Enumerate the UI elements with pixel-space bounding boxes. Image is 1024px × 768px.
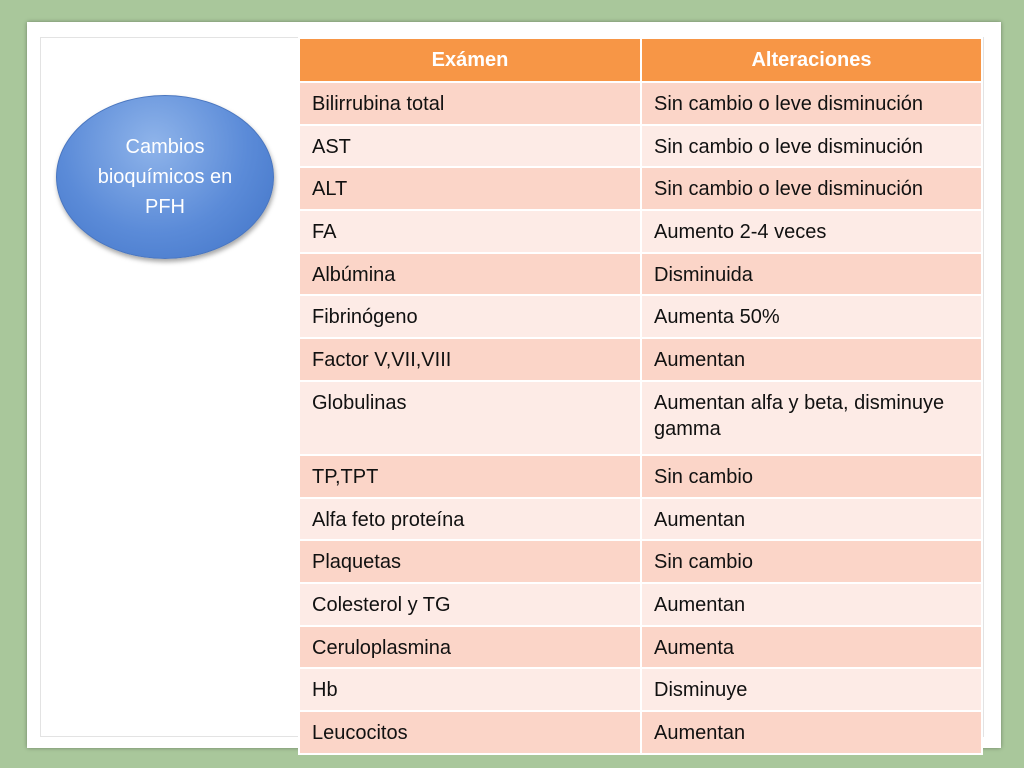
alteration-cell: Sin cambio o leve disminución	[641, 167, 982, 210]
alteration-cell: Disminuida	[641, 253, 982, 296]
table-header-row	[299, 38, 982, 82]
alteration-cell: Sin cambio	[641, 540, 982, 583]
table-row	[299, 498, 982, 541]
exam-cell: FA	[299, 210, 641, 253]
table-row	[299, 125, 982, 168]
column-header-alterations: Alteraciones	[641, 38, 982, 82]
alteration-cell: Aumenta	[641, 626, 982, 669]
exam-cell: AST	[299, 125, 641, 168]
exam-cell: Fibrinógeno	[299, 295, 641, 338]
exam-cell: Plaquetas	[299, 540, 641, 583]
column-header-exam: Exámen	[299, 38, 641, 82]
alteration-cell: Sin cambio o leve disminución	[641, 82, 982, 125]
exam-cell: Colesterol y TG	[299, 583, 641, 626]
alteration-cell: Aumentan	[641, 498, 982, 541]
alteration-cell: Sin cambio	[641, 455, 982, 498]
exam-cell: ALT	[299, 167, 641, 210]
alteration-cell: Disminuye	[641, 668, 982, 711]
biochemical-changes-table	[298, 37, 983, 755]
topic-oval-label: Cambios bioquímicos en PFH	[97, 136, 233, 218]
exam-cell: Hb	[299, 668, 641, 711]
exam-cell: Albúmina	[299, 253, 641, 296]
alteration-cell: Aumentan	[641, 711, 982, 754]
exam-cell: Factor V,VII,VIII	[299, 338, 641, 381]
alteration-cell: Sin cambio o leve disminución	[641, 125, 982, 168]
table-row	[299, 381, 982, 455]
exam-cell: Globulinas	[299, 381, 641, 455]
alteration-cell: Aumentan alfa y beta, disminuye gamma	[641, 381, 982, 455]
table-row	[299, 540, 982, 583]
table-row	[299, 583, 982, 626]
table-row	[299, 295, 982, 338]
alteration-cell: Aumenta 50%	[641, 295, 982, 338]
alteration-cell: Aumentan	[641, 338, 982, 381]
table-row	[299, 455, 982, 498]
alteration-cell: Aumentan	[641, 583, 982, 626]
table-row	[299, 668, 982, 711]
exam-cell: TP,TPT	[299, 455, 641, 498]
exam-cell: Leucocitos	[299, 711, 641, 754]
exam-cell: Alfa feto proteína	[299, 498, 641, 541]
exam-cell: Bilirrubina total	[299, 82, 641, 125]
table-row	[299, 711, 982, 754]
alteration-cell: Aumento 2-4 veces	[641, 210, 982, 253]
table-row	[299, 338, 982, 381]
table-row	[299, 253, 982, 296]
table-row	[299, 626, 982, 669]
table-row	[299, 167, 982, 210]
exam-cell: Ceruloplasmina	[299, 626, 641, 669]
table-row	[299, 210, 982, 253]
topic-oval	[56, 95, 274, 259]
table-row	[299, 82, 982, 125]
